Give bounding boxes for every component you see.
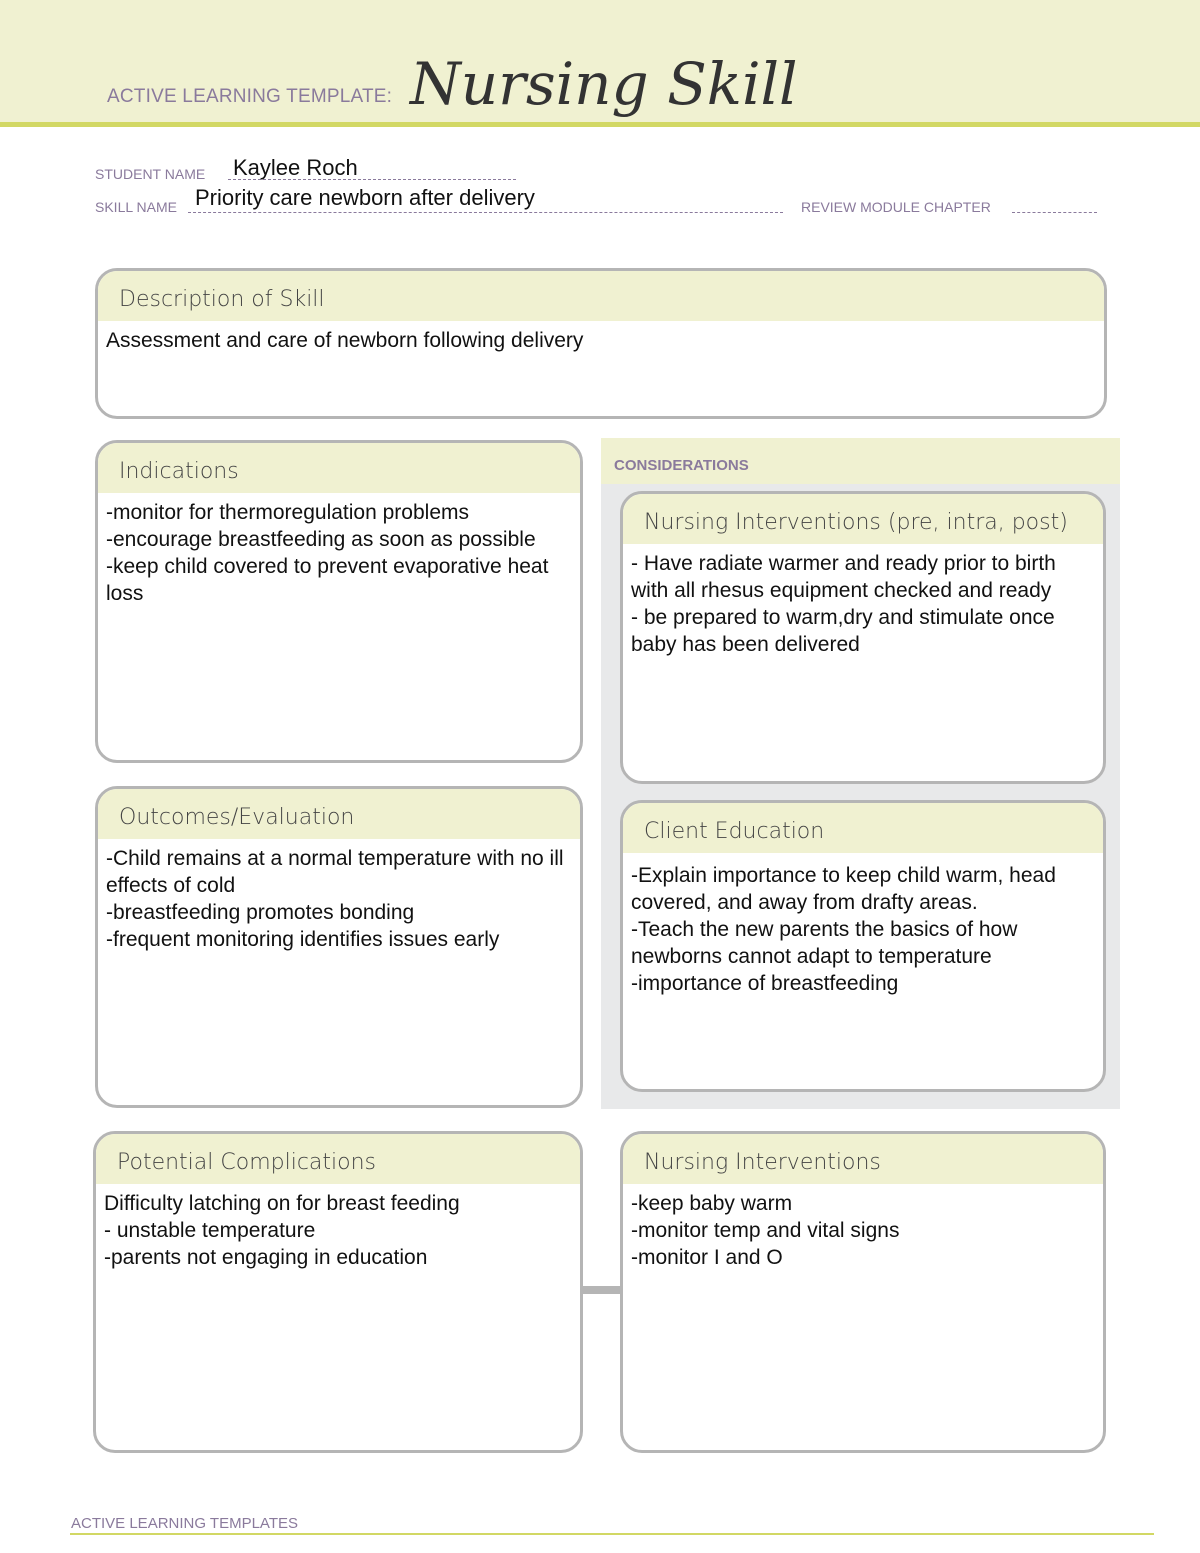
nursing-interventions-ppp-title: Nursing Interventions (pre, intra, post) [623, 494, 1103, 544]
considerations-title: CONSIDERATIONS [601, 438, 1120, 484]
complications-box [93, 1131, 583, 1453]
page-title: Nursing Skill [410, 50, 798, 118]
review-module-label: REVIEW MODULE CHAPTER [801, 199, 991, 215]
student-name-field[interactable]: Kaylee Roch [233, 155, 358, 180]
footer-text: ACTIVE LEARNING TEMPLATES [71, 1515, 298, 1532]
complications-body[interactable]: Difficulty latching on for breast feeding - unstable temperature -parents not engaging in education [104, 1192, 460, 1269]
nursing-interventions-box [620, 1131, 1106, 1453]
review-module-field[interactable] [1012, 212, 1097, 213]
outcomes-title: Outcomes/Evaluation [98, 789, 580, 839]
student-name-label: STUDENT NAME [95, 166, 206, 182]
client-education-body[interactable]: -Explain importance to keep child warm, head covered, and away from drafty areas. -Teach the new parents the basics of how newborns cannot adapt to temperature -importance of breastfeeding [631, 864, 1056, 995]
nursing-interventions-ppp-body[interactable]: - Have radiate warmer and ready prior to birth with all rhesus equipment checked and ready - be prepared to warm,dry and stimulate once baby has been delivered [631, 552, 1056, 656]
header-divider [0, 122, 1200, 127]
indications-box [95, 440, 583, 763]
indications-title: Indications [98, 443, 580, 493]
nursing-interventions-ppp-box [620, 491, 1106, 784]
nursing-interventions-title: Nursing Interventions [623, 1134, 1103, 1184]
footer-divider [70, 1533, 1154, 1535]
description-body[interactable]: Assessment and care of newborn following delivery [106, 329, 584, 352]
complications-title: Potential Complications [96, 1134, 580, 1184]
skill-name-label: SKILL NAME [95, 199, 177, 215]
description-title: Description of Skill [98, 271, 1104, 321]
outcomes-body[interactable]: -Child remains at a normal temperature with no ill effects of cold -breastfeeding promotes bonding -frequent monitoring identifies issues early [106, 847, 564, 951]
outcomes-box [95, 786, 583, 1108]
client-education-box [620, 800, 1106, 1092]
box-connector [583, 1286, 621, 1294]
skill-name-underline [188, 212, 783, 213]
description-box [95, 268, 1107, 419]
client-education-title: Client Education [623, 803, 1103, 853]
template-label: ACTIVE LEARNING TEMPLATE: [107, 86, 393, 107]
indications-body[interactable]: -monitor for thermoregulation problems -encourage breastfeeding as soon as possible -keep child covered to prevent evaporative heat loss [106, 501, 549, 605]
skill-name-field[interactable]: Priority care newborn after delivery [195, 185, 535, 210]
nursing-interventions-body[interactable]: -keep baby warm -monitor temp and vital signs -monitor I and O [631, 1192, 900, 1269]
